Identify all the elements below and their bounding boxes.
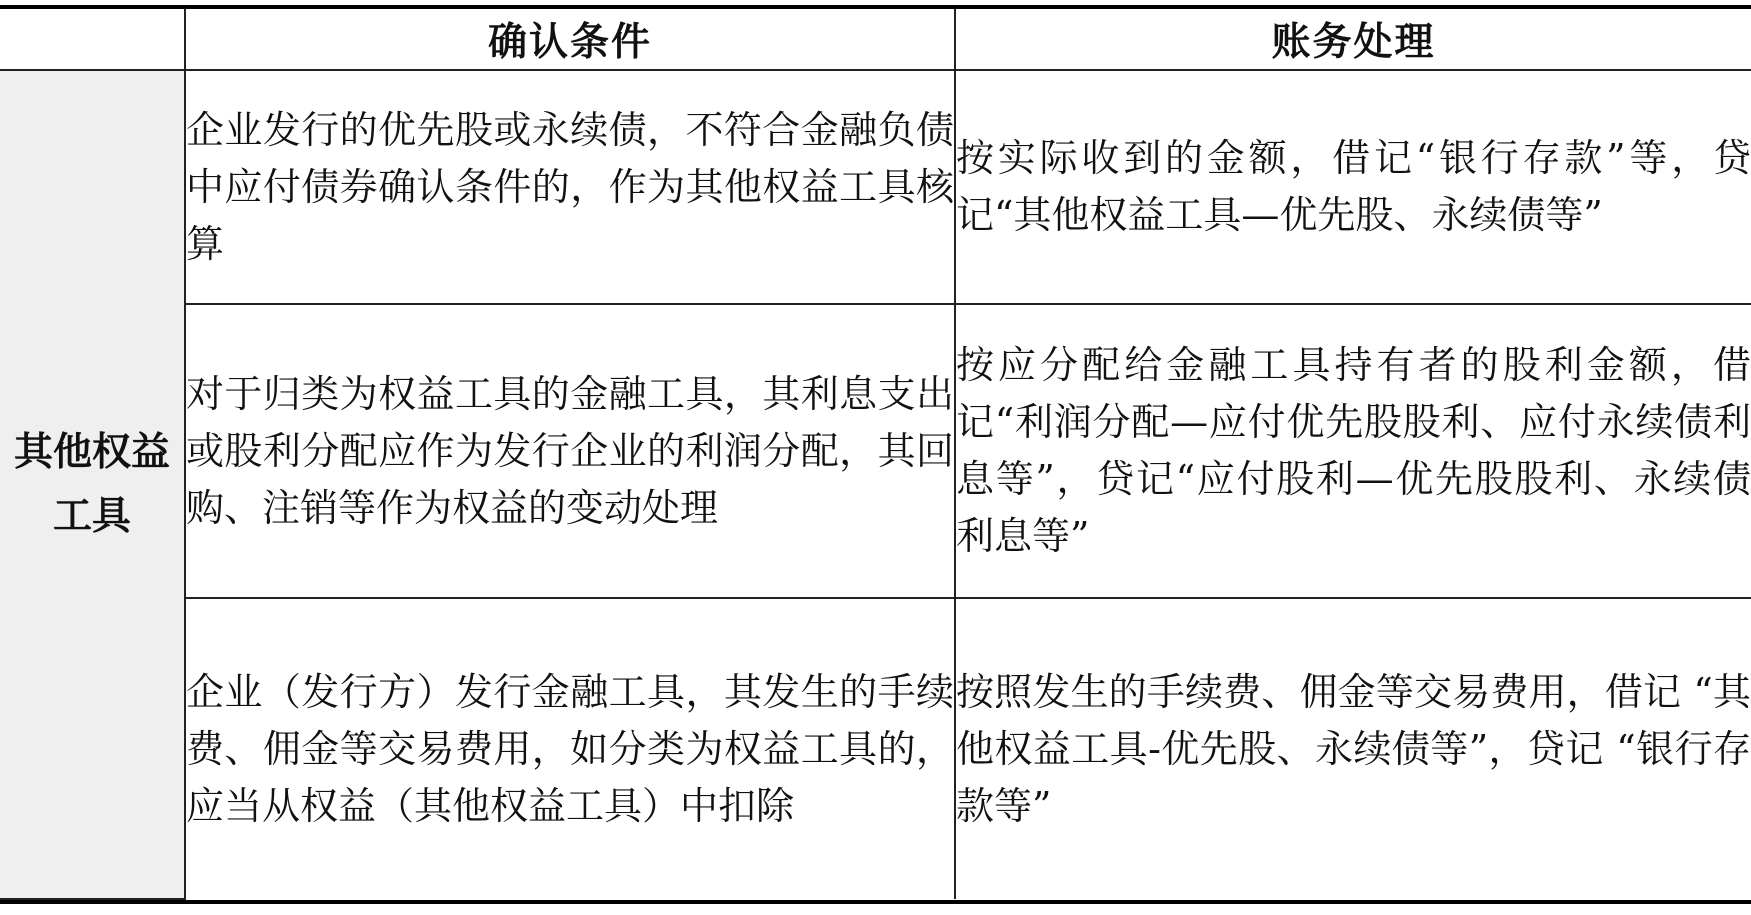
condition-cell: 企业（发行方）发行金融工具，其发生的手续费、佣金等交易费用，如分类为权益工具的，应当从权益（其他权益工具）中扣除	[185, 598, 955, 899]
table-row	[0, 304, 1751, 598]
condition-cell: 对于归类为权益工具的金融工具，其利息支出或股利分配应作为发行企业的利润分配，其回购、注销等作为权益的变动处理	[185, 304, 955, 598]
equity-instruments-table	[0, 9, 1751, 900]
category-cell	[0, 70, 185, 899]
category-label: 其他权益工具	[13, 429, 170, 539]
bottom-rule	[0, 900, 1751, 904]
accounting-cell: 按实际收到的金额，借记“银行存款”等，贷记“其他权益工具—优先股、永续债等”	[955, 70, 1751, 304]
accounting-cell: 按应分配给金融工具持有者的股利金额，借记“利润分配—应付优先股股利、应付永续债利息等”，贷记“应付股利—优先股股利、永续债利息等”	[955, 304, 1751, 598]
table-row	[0, 598, 1751, 899]
condition-cell: 企业发行的优先股或永续债，不符合金融负债中应付债券确认条件的，作为其他权益工具核算	[185, 70, 955, 304]
header-condition: 确认条件	[185, 9, 955, 70]
header-corner-cell	[0, 9, 185, 70]
header-row	[0, 9, 1751, 70]
accounting-cell: 按照发生的手续费、佣金等交易费用，借记 “其他权益工具-优先股、永续债等”，贷记 “银行存款等”	[955, 598, 1751, 899]
header-accounting: 账务处理	[955, 9, 1751, 70]
table-row	[0, 70, 1751, 304]
